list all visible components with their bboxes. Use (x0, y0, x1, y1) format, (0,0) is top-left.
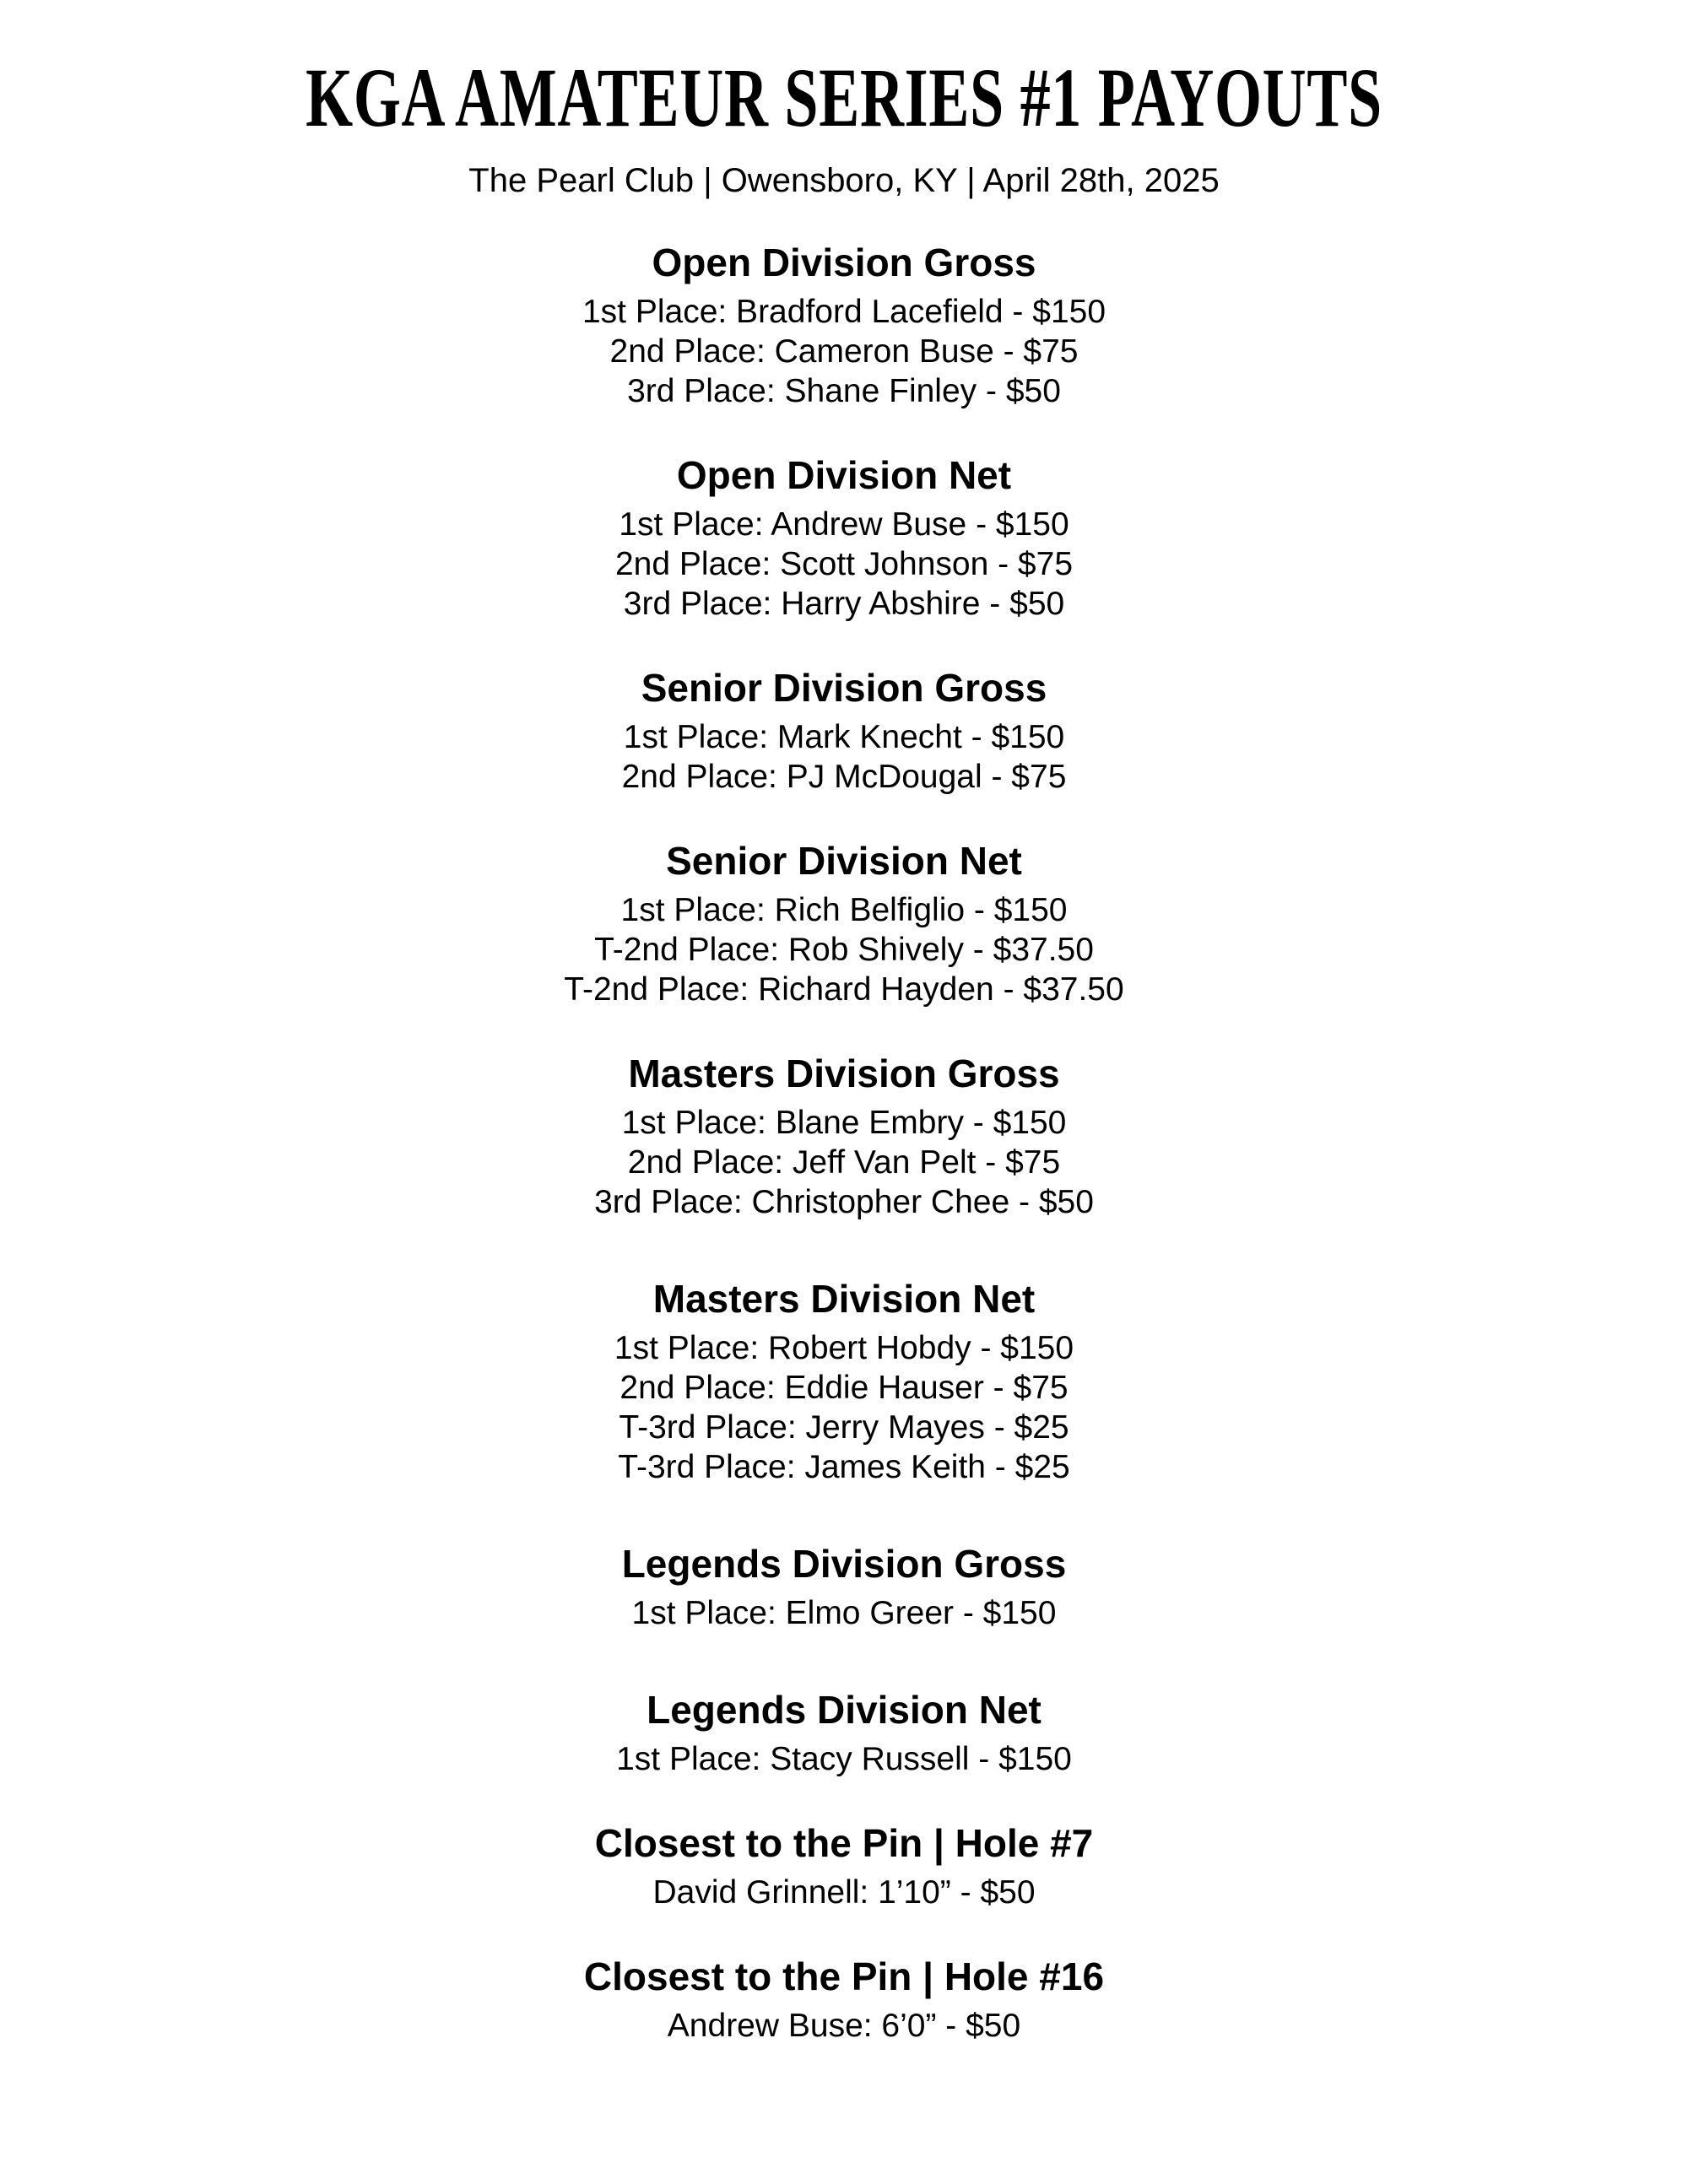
division-heading: Closest to the Pin | Hole #7 (594, 1821, 1094, 1865)
division-entries (0, 2006, 1688, 2046)
payout-line: 1st Place: Elmo Greer - $150 (631, 1595, 1057, 1631)
payout-line: T-3rd Place: Jerry Mayes - $25 (619, 1409, 1069, 1446)
payout-line: T-2nd Place: Rob Shively - $37.50 (594, 932, 1094, 968)
payout-line: 2nd Place: Eddie Hauser - $75 (619, 1370, 1069, 1406)
division-heading: Senior Division Gross (641, 666, 1047, 710)
division-heading: Closest to the Pin | Hole #16 (583, 1954, 1105, 1998)
division-section (0, 838, 1688, 1009)
payout-line: 2nd Place: Jeff Van Pelt - $75 (627, 1144, 1061, 1181)
division-entries (0, 1739, 1688, 1779)
payout-line: 1st Place: Blane Embry - $150 (621, 1105, 1067, 1141)
division-section (0, 665, 1688, 797)
payout-line: 1st Place: Stacy Russell - $150 (616, 1741, 1072, 1777)
division-entries (0, 717, 1688, 797)
division-heading: Open Division Gross (652, 241, 1036, 284)
payout-line: Andrew Buse: 6’0” - $50 (667, 2008, 1021, 2044)
division-heading: Legends Division Net (647, 1688, 1041, 1732)
payout-line: 1st Place: Mark Knecht - $150 (623, 719, 1065, 755)
division-entries (0, 1873, 1688, 1912)
division-sections (0, 240, 1688, 2046)
division-heading: Senior Division Net (666, 839, 1022, 883)
division-heading: Masters Division Gross (628, 1051, 1060, 1095)
division-entries (0, 890, 1688, 1009)
division-entries (0, 292, 1688, 411)
division-entries (0, 505, 1688, 624)
page-subtitle: The Pearl Club | Owensboro, KY | April 28th, 2025 (468, 162, 1220, 199)
page-title: KGA AMATEUR SERIES #1 PAYOUTS (306, 51, 1382, 144)
division-section (0, 1954, 1688, 2046)
division-section (0, 1820, 1688, 1912)
division-entries (0, 1328, 1688, 1487)
division-section (0, 1051, 1688, 1222)
division-entries (0, 1103, 1688, 1222)
payout-line: 3rd Place: Harry Abshire - $50 (623, 586, 1065, 622)
division-section (0, 1276, 1688, 1487)
division-heading: Open Division Net (676, 453, 1012, 497)
division-section (0, 1687, 1688, 1779)
payout-line: 3rd Place: Shane Finley - $50 (627, 373, 1061, 409)
payout-line: T-2nd Place: Richard Hayden - $37.50 (564, 971, 1124, 1008)
division-section (0, 240, 1688, 411)
payout-line: David Grinnell: 1’10” - $50 (652, 1874, 1036, 1911)
payout-line: 2nd Place: Scott Johnson - $75 (614, 546, 1074, 582)
division-entries (0, 1593, 1688, 1633)
payout-line: 1st Place: Bradford Lacefield - $150 (582, 294, 1106, 330)
payout-line: 1st Place: Rich Belfiglio - $150 (620, 892, 1068, 928)
payout-line: T-3rd Place: James Keith - $25 (618, 1449, 1070, 1485)
payout-line: 1st Place: Andrew Buse - $150 (619, 506, 1069, 543)
payout-line: 2nd Place: PJ McDougal - $75 (621, 759, 1067, 795)
division-heading: Masters Division Net (652, 1277, 1036, 1321)
payout-line: 2nd Place: Cameron Buse - $75 (609, 333, 1079, 370)
division-section (0, 452, 1688, 624)
division-section (0, 1541, 1688, 1633)
division-heading: Legends Division Gross (621, 1542, 1067, 1586)
payout-line: 1st Place: Robert Hobdy - $150 (614, 1330, 1074, 1366)
payout-line: 3rd Place: Christopher Chee - $50 (594, 1184, 1094, 1220)
